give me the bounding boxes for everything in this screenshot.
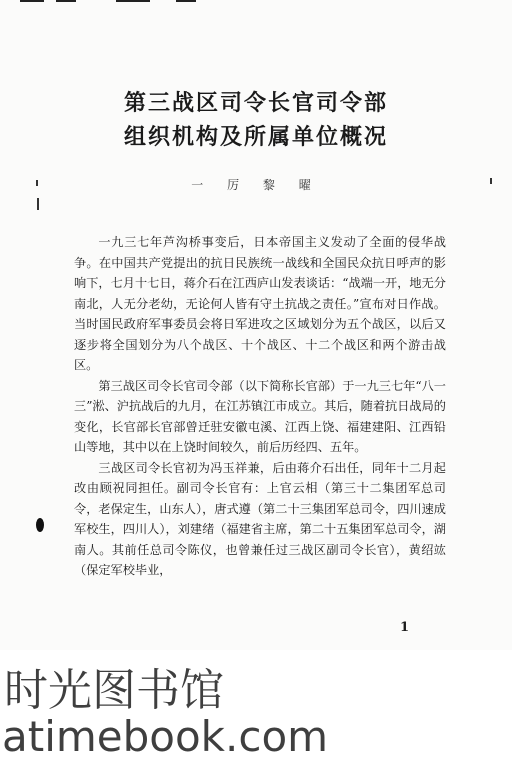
top-rule <box>20 0 44 2</box>
watermark-chinese: 时光图书馆 <box>4 665 224 716</box>
document-author: 一 厉 黎 曜 <box>191 178 321 192</box>
top-rule <box>116 0 150 2</box>
paragraph: 一九三七年芦沟桥事变后，日本帝国主义发动了全面的侵华战争。在中国共产党提出的抗日民族统一战线和全国民众抗日呼声的影响下，七月十七日，蒋介石在江西庐山发表谈话：“战端一开，地无分南北，人无分老幼，无论何人皆有守土抗战之责任。”宣布对日作战。当时国民政府军事委员会将日军进攻之区域划分为五个战区，以后又逐步将全国划分为八个战区、十个战区、十二个战区和两个游击战区。 <box>74 235 446 372</box>
margin-mark <box>37 198 39 210</box>
margin-mark <box>490 178 492 184</box>
paragraph: 第三战区司令长官司令部（以下简称长官部）于一九三七年“八一三”淞、沪抗战后的九月，在江苏镇江市成立。其后，随着抗日战局的变化，长官部长官部曾迁驻安徽屯溪、江西上饶、福建建阳、江西铅山等地，其中以在上饶时间较久，前后历经四、五年。 <box>74 378 446 454</box>
ink-blot <box>36 518 44 532</box>
top-rule <box>56 0 76 2</box>
watermark-url: atimebook.com <box>2 712 329 761</box>
document-body <box>74 232 446 581</box>
margin-mark <box>36 180 38 186</box>
page-number: 1 <box>400 620 410 635</box>
document-title: 第三战区司令长官司令部 <box>123 90 388 116</box>
paragraph: 三战区司令长官初为冯玉祥兼，后由蒋介石出任，同年十二月起改由顾祝同担任。副司令长官有：上官云相（第三十二集团军总司令，老保定生，山东人），唐式遵（第二十三集团军总司令，四川速成军校生，四川人），刘建绪（福建省主席，第二十五集团军总司令，湖南人。其前任总司令陈仪，也曾兼任过三战区副司令长官），黄绍竑（保定军校毕业， <box>74 460 446 577</box>
top-rule <box>176 0 196 2</box>
document-subtitle: 组织机构及所属单位概况 <box>123 124 388 150</box>
